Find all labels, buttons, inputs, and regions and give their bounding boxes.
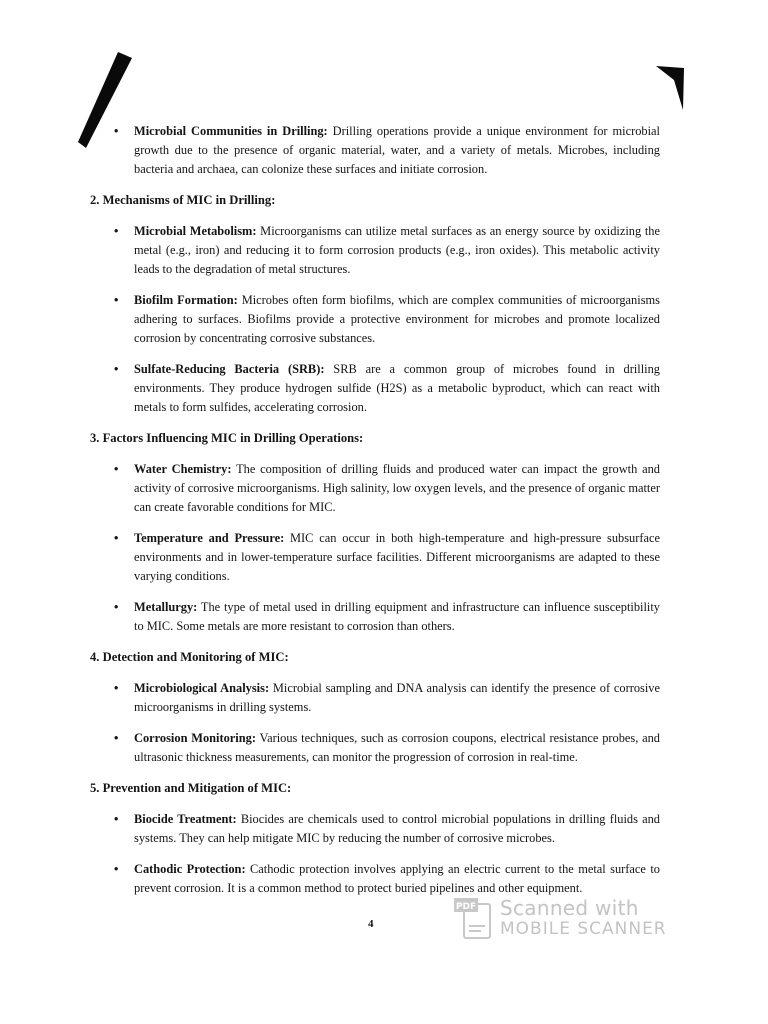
section-heading: 4. Detection and Monitoring of MIC: bbox=[90, 650, 289, 664]
bullet-text: Microbial sampling and DNA analysis can identify the presence of corrosive microorganisms in drilling systems. bbox=[134, 681, 660, 714]
bullet-term: Sulfate-Reducing Bacteria (SRB): bbox=[134, 362, 325, 376]
bullet-term: Biofilm Formation: bbox=[134, 293, 238, 307]
bullet-term: Microbial Metabolism: bbox=[134, 224, 257, 238]
bullet-text: The type of metal used in drilling equipment and infrastructure can influence susceptibility to MIC. Some metals are more resistant to corrosion than others. bbox=[134, 600, 660, 633]
bullet-dot: • bbox=[114, 531, 119, 545]
bullet-text: MIC can occur in both high-temperature and high-pressure subsurface environments and in lower-temperature surface facilities. Different microorganisms are adapted to these varying conditions. bbox=[134, 531, 660, 583]
bullet-text: Microorganisms can utilize metal surfaces as an energy source by oxidizing the metal (e.g., iron) and reducing it to form corrosion products (e.g., iron oxides). This metabolic activity leads to the degradation of metal structures. bbox=[134, 224, 661, 276]
section-heading: 2. Mechanisms of MIC in Drilling: bbox=[90, 193, 276, 207]
bullet-term: Metallurgy: bbox=[134, 600, 198, 614]
bullet-term: Cathodic Protection: bbox=[134, 862, 246, 876]
scan-edge-mark-right bbox=[656, 66, 684, 110]
pdf-icon-label: PDF bbox=[455, 902, 477, 912]
list-item bbox=[90, 291, 660, 348]
list-item bbox=[90, 860, 660, 898]
list-item bbox=[90, 529, 660, 586]
list-item bbox=[90, 598, 660, 636]
list-item bbox=[90, 222, 660, 279]
bullet-text: The composition of drilling fluids and produced water can impact the growth and activity of corrosive microorganisms. High salinity, low oxygen levels, and the presence of organic matter can create favorable conditions for MIC. bbox=[134, 462, 660, 514]
bullet-term: Biocide Treatment: bbox=[134, 812, 237, 826]
bullet-dot: • bbox=[114, 731, 119, 745]
bullet-term: Microbiological Analysis: bbox=[134, 681, 270, 695]
bullet-dot: • bbox=[114, 812, 119, 826]
bullet-dot: • bbox=[114, 362, 119, 376]
bullet-text: Drilling operations provide a unique environment for microbial growth due to the presence of organic material, water, and a variety of metals. Microbes, including bacteria and archaea, can colonize these surfaces and initiate corrosion. bbox=[134, 124, 660, 176]
bullet-term: Microbial Communities in Drilling: bbox=[134, 124, 328, 138]
list-item bbox=[90, 679, 660, 717]
watermark-line-2: MOBILE SCANNER bbox=[500, 919, 667, 939]
watermark-line-1: Scanned with bbox=[500, 896, 639, 920]
section-heading: 5. Prevention and Mitigation of MIC: bbox=[90, 781, 292, 795]
scanner-watermark bbox=[452, 894, 672, 942]
bullet-dot: • bbox=[114, 124, 119, 138]
bullet-dot: • bbox=[114, 224, 119, 238]
pdf-document-icon bbox=[454, 896, 494, 940]
list-item bbox=[90, 810, 660, 848]
bullet-text: Microbes often form biofilms, which are complex communities of microorganisms adhering to surfaces. Biofilms provide a protective environment for microbes and promote localized corrosion by concentrating corrosive substances. bbox=[134, 293, 660, 345]
bullet-text: Biocides are chemicals used to control microbial populations in drilling fluids and systems. They can help mitigate MIC by reducing the number of corrosive microbes. bbox=[134, 812, 661, 845]
bullet-dot: • bbox=[114, 293, 119, 307]
document-body bbox=[90, 122, 660, 898]
page-number: 4 bbox=[368, 918, 374, 930]
bullet-term: Corrosion Monitoring: bbox=[134, 731, 256, 745]
list-item bbox=[90, 460, 660, 517]
bullet-dot: • bbox=[114, 862, 119, 876]
list-item bbox=[90, 122, 660, 179]
list-item bbox=[90, 729, 660, 767]
bullet-text: SRB are a common group of microbes found in drilling environments. They produce hydrogen sulfide (H2S) as a metabolic byproduct, which can react with metals to form sulfides, accelerating corrosion. bbox=[134, 362, 660, 414]
list-item bbox=[90, 360, 660, 417]
bullet-text: Cathodic protection involves applying an electric current to the metal surface to prevent corrosion. It is a common method to protect buried pipelines and other equipment. bbox=[134, 862, 660, 895]
bullet-text: Various techniques, such as corrosion coupons, electrical resistance probes, and ultrasonic thickness measurements, can monitor the progression of corrosion in real-time. bbox=[134, 731, 660, 764]
bullet-term: Temperature and Pressure: bbox=[134, 531, 285, 545]
bullet-dot: • bbox=[114, 681, 119, 695]
bullet-dot: • bbox=[114, 600, 119, 614]
bullet-term: Water Chemistry: bbox=[134, 462, 232, 476]
section-heading: 3. Factors Influencing MIC in Drilling Operations: bbox=[90, 431, 364, 445]
bullet-dot: • bbox=[114, 462, 119, 476]
